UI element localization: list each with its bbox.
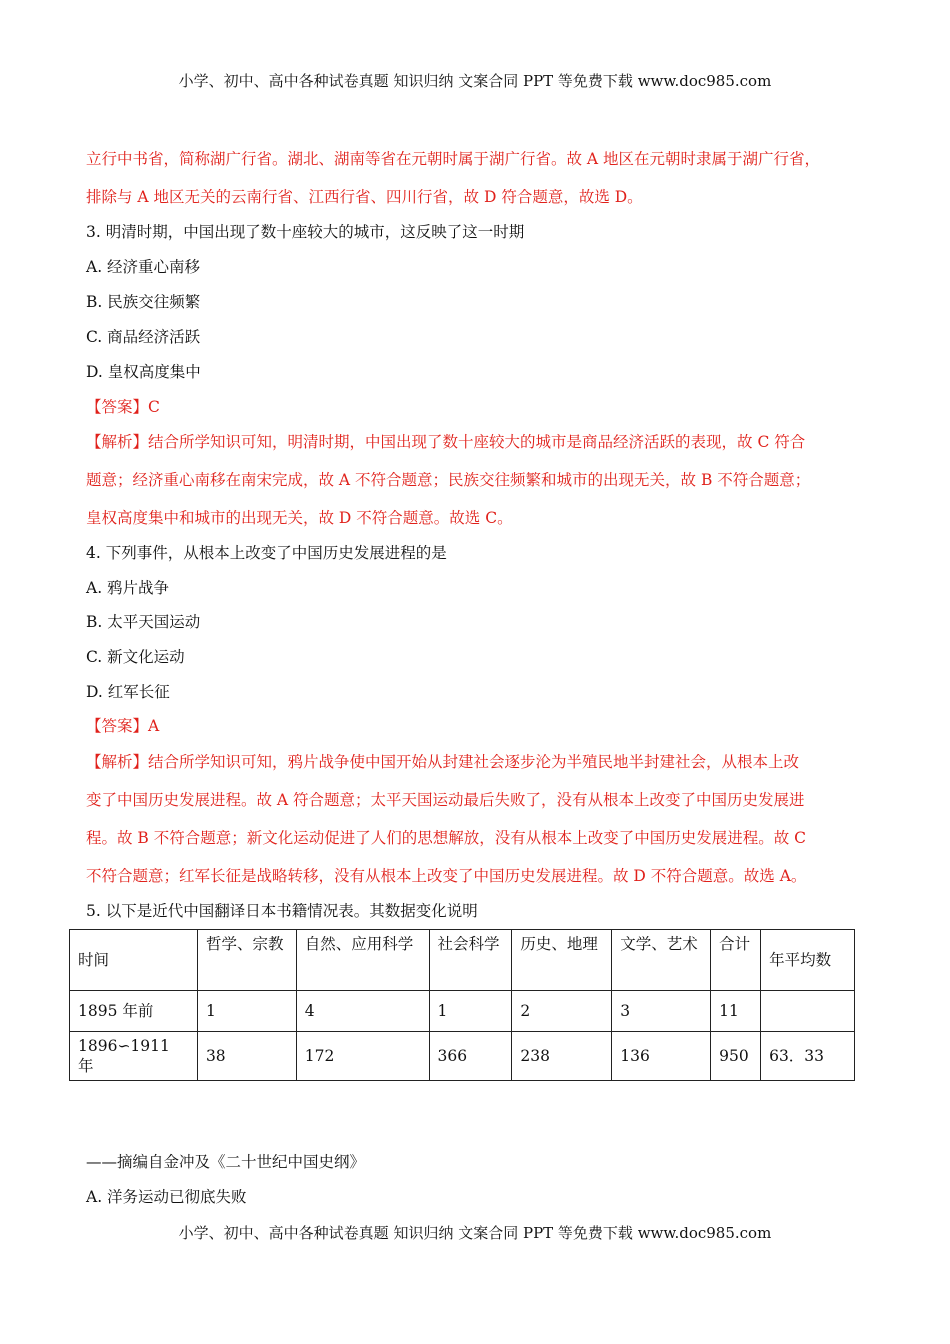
q3-analysis-tag: 【解析】	[86, 433, 149, 451]
q5-stem: 5. 以下是近代中国翻译日本书籍情况表。其数据变化说明	[86, 902, 478, 920]
table-cell	[761, 991, 855, 1032]
table-cell: 172	[296, 1032, 429, 1081]
q3-analysis-text-1: 结合所学知识可知，明清时期，中国出现了数十座较大的城市是商品经济活跃的表现，故 C 符合	[148, 433, 806, 451]
q4-answer-value: A	[148, 717, 160, 735]
table-header-cell: 年平均数	[761, 930, 855, 991]
q5-source: ——摘编自金冲及《二十世纪中国史纲》	[86, 1153, 366, 1171]
q4-analysis-line-3: 程。故 B 不符合题意；新文化运动促进了人们的思想解放，没有从根本上改变了中国历史发展进程。故 C	[86, 829, 807, 847]
q4-analysis-line-2: 变了中国历史发展进程。故 A 符合题意；太平天国运动最后失败了，没有从根本上改变了中国历史发展进	[86, 791, 805, 809]
q4-option-d: D. 红军长征	[86, 683, 170, 701]
q4-option-c: C. 新文化运动	[86, 648, 185, 666]
table-header-cell: 哲学、宗教	[197, 930, 296, 991]
q4-analysis-line-4: 不符合题意；红军长征是战略转移，没有从根本上改变了中国历史发展进程。故 D 不符合题意。故选 A。	[86, 867, 807, 885]
table-cell: 2	[512, 991, 612, 1032]
q3-answer-value: C	[148, 398, 160, 416]
q3-answer	[86, 395, 160, 417]
q4-answer	[86, 714, 159, 736]
page-header: 小学、初中、高中各种试卷真题 知识归纳 文案合同 PPT 等免费下载 www.doc985.com	[178, 72, 772, 90]
q4-analysis-tag: 【解析】	[86, 753, 149, 771]
q3-option-d: D. 皇权高度集中	[86, 363, 201, 381]
prev-analysis-line-1: 立行中书省，简称湖广行省。湖北、湖南等省在元朝时属于湖广行省。故 A 地区在元朝时隶属于湖广行省，	[86, 150, 821, 168]
q4-answer-tag: 【答案】	[86, 717, 149, 735]
table-header-cell: 时间	[70, 930, 198, 991]
table-header-cell: 历史、地理	[512, 930, 612, 991]
prev-analysis-line-2: 排除与 A 地区无关的云南行省、江西行省、四川行省，故 D 符合题意，故选 D。	[86, 188, 643, 206]
table-cell: 1	[197, 991, 296, 1032]
table-cell: 63．33	[761, 1032, 855, 1081]
q4-option-a: A. 鸦片战争	[86, 579, 170, 597]
q3-option-c: C. 商品经济活跃	[86, 328, 201, 346]
q3-analysis-line-2: 题意；经济重心南移在南宋完成，故 A 不符合题意；民族交往频繁和城市的出现无关，故 B 不符合题意；	[86, 471, 811, 489]
q3-answer-tag: 【答案】	[86, 398, 149, 416]
table-cell: 136	[612, 1032, 711, 1081]
table-row	[70, 991, 855, 1032]
table-cell: 4	[296, 991, 429, 1032]
q3-analysis-line-1	[86, 430, 805, 452]
q4-option-b: B. 太平天国运动	[86, 613, 201, 631]
table-row	[70, 1032, 855, 1081]
q3-option-b: B. 民族交往频繁	[86, 293, 201, 311]
q4-stem: 4. 下列事件，从根本上改变了中国历史发展进程的是	[86, 544, 447, 562]
translation-table	[69, 929, 855, 1081]
table-cell: 238	[512, 1032, 612, 1081]
q3-option-a: A. 经济重心南移	[86, 258, 201, 276]
table-cell: 1895 年前	[70, 991, 198, 1032]
table-cell: 1	[429, 991, 512, 1032]
page-footer: 小学、初中、高中各种试卷真题 知识归纳 文案合同 PPT 等免费下载 www.doc985.com	[178, 1224, 772, 1242]
q3-analysis-line-3: 皇权高度集中和城市的出现无关，故 D 不符合题意。故选 C。	[86, 509, 513, 527]
q5-option-a: A. 洋务运动已彻底失败	[86, 1188, 247, 1206]
table-cell: 11	[711, 991, 761, 1032]
table-header-cell: 社会科学	[429, 930, 512, 991]
table-cell: 1896∽1911 年	[70, 1032, 198, 1081]
table-header-row	[70, 930, 855, 991]
table-cell: 950	[711, 1032, 761, 1081]
table-header-cell: 合计	[711, 930, 761, 991]
q4-analysis-text-1: 结合所学知识可知，鸦片战争使中国开始从封建社会逐步沦为半殖民地半封建社会，从根本上改	[148, 753, 800, 771]
table-cell: 38	[197, 1032, 296, 1081]
q3-stem: 3. 明清时期，中国出现了数十座较大的城市，这反映了这一时期	[86, 223, 525, 241]
table-cell: 3	[612, 991, 711, 1032]
q4-analysis-line-1	[86, 750, 799, 772]
table-header-cell: 文学、艺术	[612, 930, 711, 991]
table-cell: 366	[429, 1032, 512, 1081]
table-header-cell: 自然、应用科学	[296, 930, 429, 991]
